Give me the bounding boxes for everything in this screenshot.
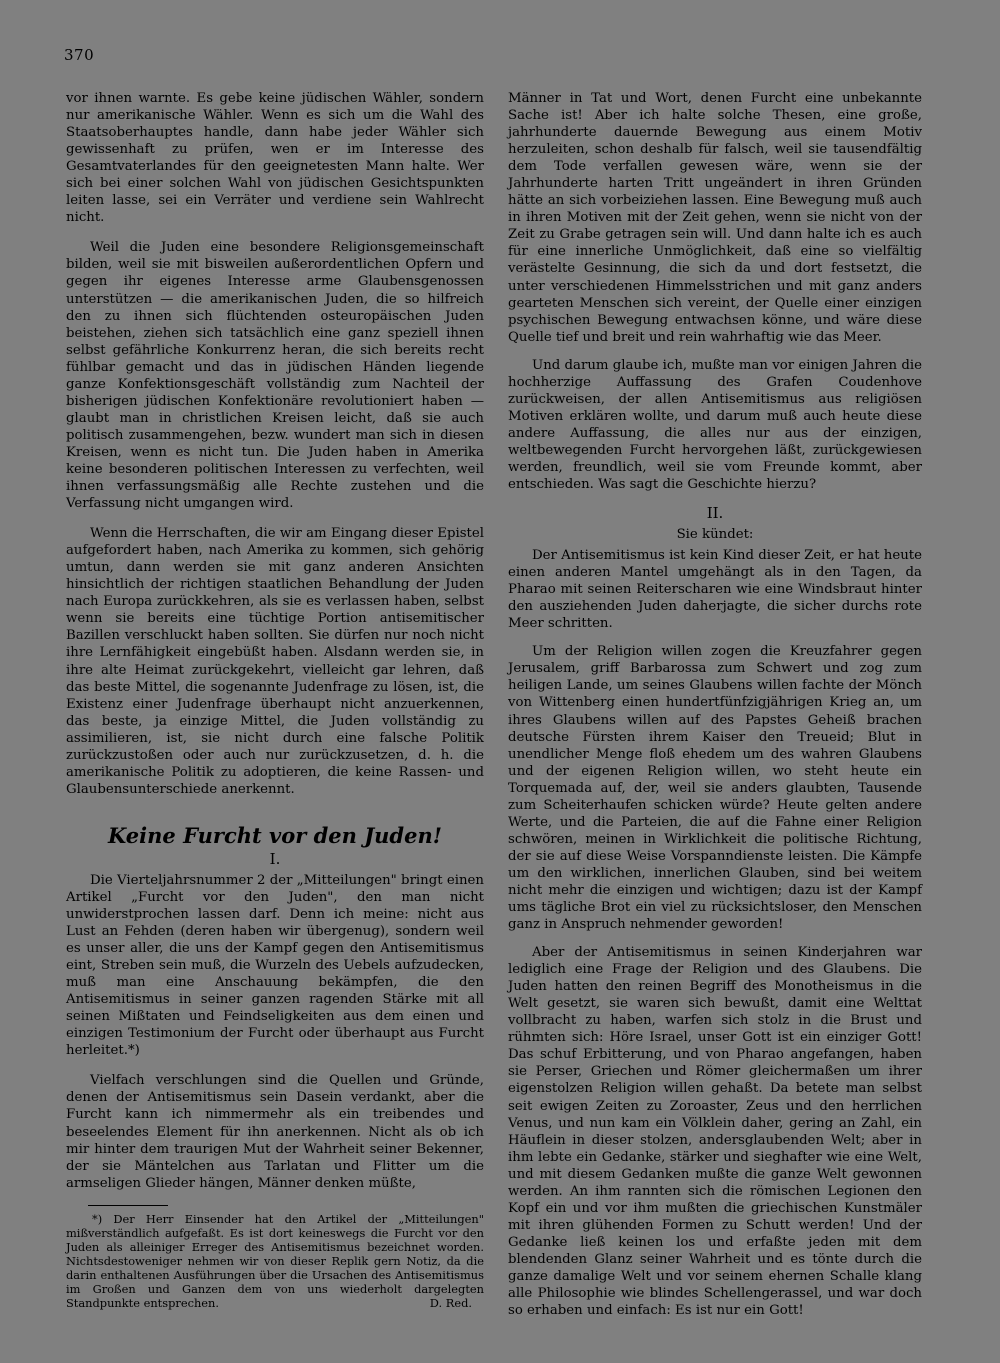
paragraph: Aber der Antisemitismus in seinen Kinderjahren war lediglich eine Frage der Religion und des Glaubens. Die Juden hatten den reinen Begriff des Monotheismus in die Welt gesetzt, sie waren sich bewußt, damit eine Welttat vollbracht zu haben, warfen sich stolz in die Brust und rühmten sich: Höre Israel, unser Gott ist ein einziger Gott! Das schuf Erbitterung, und von Pharao angefangen, haben sie Perser, Griechen und Römer gleichermaßen um ihrer eigenstolzen Religion willen gehaßt. Da betete man selbst seit ewigen Zeiten zu Zoroaster, Zeus und den herrlichen Venus, und nun kam ein Völklein daher, gering an Zahl, ein Häuflein in dieser stolzen, andersglaubenden Welt; aber in ihm lebte ein Gedanke, stärker und sieghafter wie eine Welt, und mit diesem Gedanken mußte die ganze Welt gewonnen werden. An ihm rannten sich die römischen Legionen den Kopf ein und vor ihm mußten die griechischen Kunstmäler mit ihren glühenden Formen zu Schutt werden! Und der Gedanke ließ keinen los und erfaßte jeden mit dem blendenden Glanz seiner Wahrheit und es tönte durch die ganze damalige Welt und vor seinem ehernen Schalle klang alle Philosophie wie blindes Schellengerassel, und war doch so erhaben und einfach: Es ist nur ein Gott!	[508, 945, 922, 1319]
paragraph: vor ihnen warnte. Es gebe keine jüdischen Wähler, sondern nur amerikanische Wähler. Wenn es sich um die Wahl des Staatsoberhauptes handle, dann habe jeder Wähler sich gewissenhaft zu prüfen, wen er im Interesse des Gesamtvaterlandes für den geeignetesten Mann halte. Wer sich bei einer solchen Wahl von jüdischen Gesichtspunkten leiten lasse, sei ein Verräter und verdiene sein Wahlrecht nicht.	[66, 91, 484, 226]
section-numeral: I.	[269, 849, 281, 868]
right-column	[508, 90, 922, 1330]
paragraph: Um der Religion willen zogen die Kreuzfahrer gegen Jerusalem, griff Barbarossa zum Schwert und zog zum heiligen Lande, um seines Glaubens willen fachte der Mönch von Wittenberg einen hundertfünfzigjährigen Krieg an, um ihres Glaubens willen auf des Papstes Geheiß brachen deutsche Fürsten ihrem Kaiser den Treueid; Blut in unendlicher Menge floß ehedem um des wahren Glaubens und der eigenen Religion willen, wo steht heute ein Torquemada auf, der, weil sie anders glaubten, Tausende zum Scheiterhaufen schicken würde? Heute gelten andere Werte, und die Parteien, die auf die Fahne einer Religion schwören, meinen in Wirklichkeit die politische Richtung, der sie auf diese Weise Vorspanndienste leisten. Die Kämpfe um den wirklichen, innerlichen Glauben, sind bei weitem nicht mehr die einzigen und wichtigen; dazu ist der Kampf ums tägliche Brot ein viel zu rücksichtsloser, den Menschen ganz in Anspruch nehmender geworden!	[508, 644, 922, 933]
footnote-rule	[88, 1205, 168, 1206]
section-subheading: Sie kündet:	[676, 527, 754, 543]
paragraph: Wenn die Herrschaften, die wir am Eingang dieser Epistel aufgefordert haben, nach Amerika zu kommen, sich gehörig umtun, dann werden sie mit ganz anderen Ansichten hinsichtlich der richtigen staatlichen Behandlung der Juden nach Europa zurückkehren, als sie es verlassen haben, selbst wenn sie bereits eine tüchtige Portion antisemitischer Bazillen verschluckt haben sollten. Sie dürfen nur noch nicht ihre Lernfähigkeit eingebüßt haben. Alsdann werden sie, in ihre alte Heimat zurückgekehrt, vielleicht gar lehren, daß das beste Mittel, die sogenannte Judenfrage zu lösen, ist, die Existenz einer Judenfrage überhaupt nicht anzuerkennen, das beste, ja einzige Mittel, die Juden vollständig zu assimilieren, ist, sie nicht durch eine falsche Politik zurückzustoßen oder auch nur zurückzusetzen, d. h. die amerikanische Politik zu adoptieren, die keine Rassen- und Glaubensunterschiede anerkennt.	[66, 526, 484, 797]
footnote-signature: D. Red.	[429, 1295, 472, 1310]
paragraph: Männer in Tat und Wort, denen Furcht eine unbekannte Sache ist! Aber ich halte solche Thesen, eine große, jahrhunderte dauernde Bewegung aus einem Motiv herzuleiten, schon deshalb für falsch, weil sie tausendfältig dem Tode verfallen gewesen wäre, wenn sie der Jahrhunderte harten Tritt ungeändert in ihren Gründen hätte an sich vorbeiziehen lassen. Eine Bewegung muß auch in ihren Motiven mit der Zeit gehen, wenn sie nicht von der Zeit zu Grabe getragen sein will. Und dann halte ich es auch für eine innerliche Unmöglichkeit, daß eine so vielfältig verästelte Gesinnung, die sich da und dort festsetzt, die unter verschiedenen Himmelsstrichen und mit ganz anders gearteten Menschen sich vereint, der Quelle einer einzigen psychischen Bewegung entwachsen könne, und wäre diese Quelle tief und breit und rein wahrhaftig wie das Meer.	[508, 91, 922, 345]
footnote	[66, 1212, 484, 1310]
paragraph: Der Antisemitismus ist kein Kind dieser Zeit, er hat heute einen anderen Mantel umgehängt als in den Tagen, da Pharao mit seinen Reiterscharen wie eine Windsbraut hinter den ausziehenden Juden daherjagte, die sicher durchs rote Meer schritten.	[508, 548, 922, 632]
section-numeral: II.	[706, 504, 724, 523]
paragraph: Die Vierteljahrsnummer 2 der „Mitteilungen" bringt einen Artikel „Furcht vor den Juden", den man nicht unwiderstprochen lassen darf. Denn ich meine: nicht aus Lust an Fehden (deren haben wir übergenug), sondern weil es unser aller, die uns der Kampf gegen den Antisemitismus eint, Streben sein muß, die Wurzeln des Uebels aufzudecken, muß man eine Anschauung bekämpfen, die den Antisemitismus in seiner ganzen ragenden Stärke mit all seinen Mißtaten und Feindseligkeiten aus dem einen und einzigen Testimonium der Furcht oder überhaupt aus Furcht herleitet.*)	[66, 872, 484, 1059]
footnote-text: *) Der Herr Einsender hat den Artikel der „Mitteilungen" mißverständlich aufgefaßt. Es ist dort keineswegs die Furcht vor den Juden als alleiniger Erreger des Antisemitismus bezeichnet worden. Nichtsdestoweniger nehmen wir von dieser Replik gern Notiz, da die darin enthaltenen Ausführungen über die Ursachen des Antisemitismus im Großen und Ganzen dem von uns wiederholt dargelegten Standpunkte entsprechen.	[66, 1211, 484, 1310]
paragraph: Vielfach verschlungen sind die Quellen und Gründe, denen der Antisemitismus sein Dasein verdankt, aber die Furcht kann ich nimmermehr als ein treibendes und beseelendes Element für ihn anerkennen. Nicht als ob ich mir hinter dem traurigen Mut der Wahrheit seiner Bekenner, der sie Mäntelchen aus Tarlatan und Flitter um die armseligen Glieder hängen, Männer denken müßte,	[66, 1073, 484, 1191]
page-number: 370	[64, 46, 95, 64]
paragraph: Und darum glaube ich, mußte man vor einigen Jahren die hochherzige Auffassung des Grafen Coudenhove zurückweisen, der allen Antisemitismus aus religiösen Motiven erklären wollte, und darum muß auch heute diese andere Auffassung, die alles nur aus der einzigen, weltbewegenden Furcht hervorgehen läßt, zurückgewiesen werden, freundlich, weil sie vom Freunde kommt, aber entschieden. Was sagt die Geschichte hierzu?	[508, 357, 922, 493]
paragraph: Weil die Juden eine besondere Religionsgemeinschaft bilden, weil sie mit bisweilen außerordentlichen Opfern und gegen ihr eigenes Interesse arme Glaubensgenossen unterstützen — die amerikanischen Juden, die so hilfreich den zu ihnen sich flüchtenden osteuropäischen Juden beistehen, ziehen sich tatsächlich eine ganz speziell ihnen selbst gefährliche Konkurrenz heran, die sich bereits recht fühlbar gemacht und das in jüdischen Händen liegende ganze Konfektionsgeschäft vollständig zum Nachteil der bisherigen jüdischen Konfektionäre revolutioniert haben — glaubt man in christlichen Kreisen leicht, daß sie auch politisch zusammengehen, bezw. wundert man sich in diesen Kreisen, wenn es nicht tun. Die Juden haben in Amerika keine besonderen politischen Interessen zu verfechten, weil ihnen verfassungsmäßig alle Rechte zustehen und die Verfassung nicht umgangen wird.	[66, 240, 484, 512]
left-column	[66, 90, 484, 1310]
article-title: Keine Furcht vor den Juden!	[108, 822, 442, 848]
